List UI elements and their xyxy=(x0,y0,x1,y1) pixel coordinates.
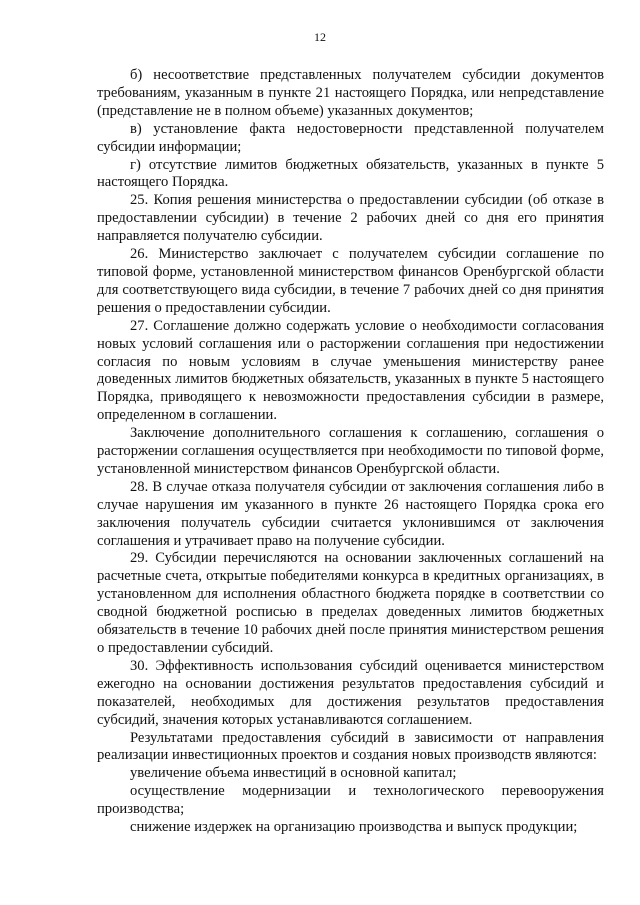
paragraph-clause-28: 28. В случае отказа получателя субсидии от заключения соглашения либо в случае нарушения им указанного в пункте 26 настоящего Порядка срока его заключения получатель субсидии считается уклонившимся от заключения соглашения и утрачивает право на получение субсидии. xyxy=(97,478,604,549)
list-item-investment: увеличение объема инвестиций в основной капитал; xyxy=(130,765,457,782)
paragraph-item-v: в) установление факта недостоверности представленной получателем субсидии информации; xyxy=(97,120,604,155)
paragraph-results-intro: Результатами предоставления субсидий в зависимости от направления реализации инвестиционных проектов и создания новых производств являются: xyxy=(97,729,604,764)
document-body xyxy=(97,67,604,837)
paragraph-additional-agreement: Заключение дополнительного соглашения к соглашению, соглашения о расторжении соглашения осуществляется при необходимости по типовой форме, установленной министерством финансов Оренбургской области. xyxy=(97,425,604,477)
paragraph-clause-30: 30. Эффективность использования субсидий оценивается министерством ежегодно на основании достижения результатов предоставления субсидий и показателей, необходимых для достижения результатов предоставления субсидий, значения которых устанавливаются соглашением. xyxy=(97,657,604,728)
paragraph-clause-26: 26. Министерство заключает с получателем субсидии соглашение по типовой форме, установленной министерством финансов Оренбургской области для соответствующего вида субсидии, в течение 7 рабочих дней со дня принятия решения о предоставлении субсидии. xyxy=(97,246,604,316)
paragraph-clause-25: 25. Копия решения министерства о предоставлении субсидии (об отказе в предоставлении субсидии) в течение 2 рабочих дней со дня его принятия направляется получателю субсидии. xyxy=(97,192,604,245)
paragraph-clause-29: 29. Субсидии перечисляются на основании заключенных соглашений на расчетные счета, открытые победителями конкурса в кредитных организациях, в установленном для исполнения областного бюджета порядке в соответствии со сводной бюджетной росписью в пределах доведенных лимитов бюджетных обязательств в течение 10 рабочих дней после принятия министерством решения о предоставлении субсидий. xyxy=(97,550,604,656)
paragraph-item-b: б) несоответствие представленных получателем субсидии документов требованиям, указанным в пункте 21 настоящего Порядка, или непредставление (представление не в полном объеме) указанных документов; xyxy=(97,67,604,119)
paragraph-clause-27: 27. Соглашение должно содержать условие о необходимости согласования новых условий соглашения или о расторжении соглашения при недостижении согласия по новым условиям в случае уменьшения министерству ранее доведенных лимитов бюджетных обязательств, указанных в пункте 5 настоящего Порядка, приводящего к невозможности предоставления субсидии в размере, определенном в соглашении. xyxy=(97,317,604,424)
list-item-cost-reduction: снижение издержек на организацию производства и выпуск продукции; xyxy=(130,819,578,836)
paragraph-item-g: г) отсутствие лимитов бюджетных обязательств, указанных в пункте 5 настоящего Порядка. xyxy=(97,156,604,191)
page-number: 12 xyxy=(314,30,326,44)
list-item-modernization: осуществление модернизации и технологического перевооружения производства; xyxy=(97,783,604,818)
